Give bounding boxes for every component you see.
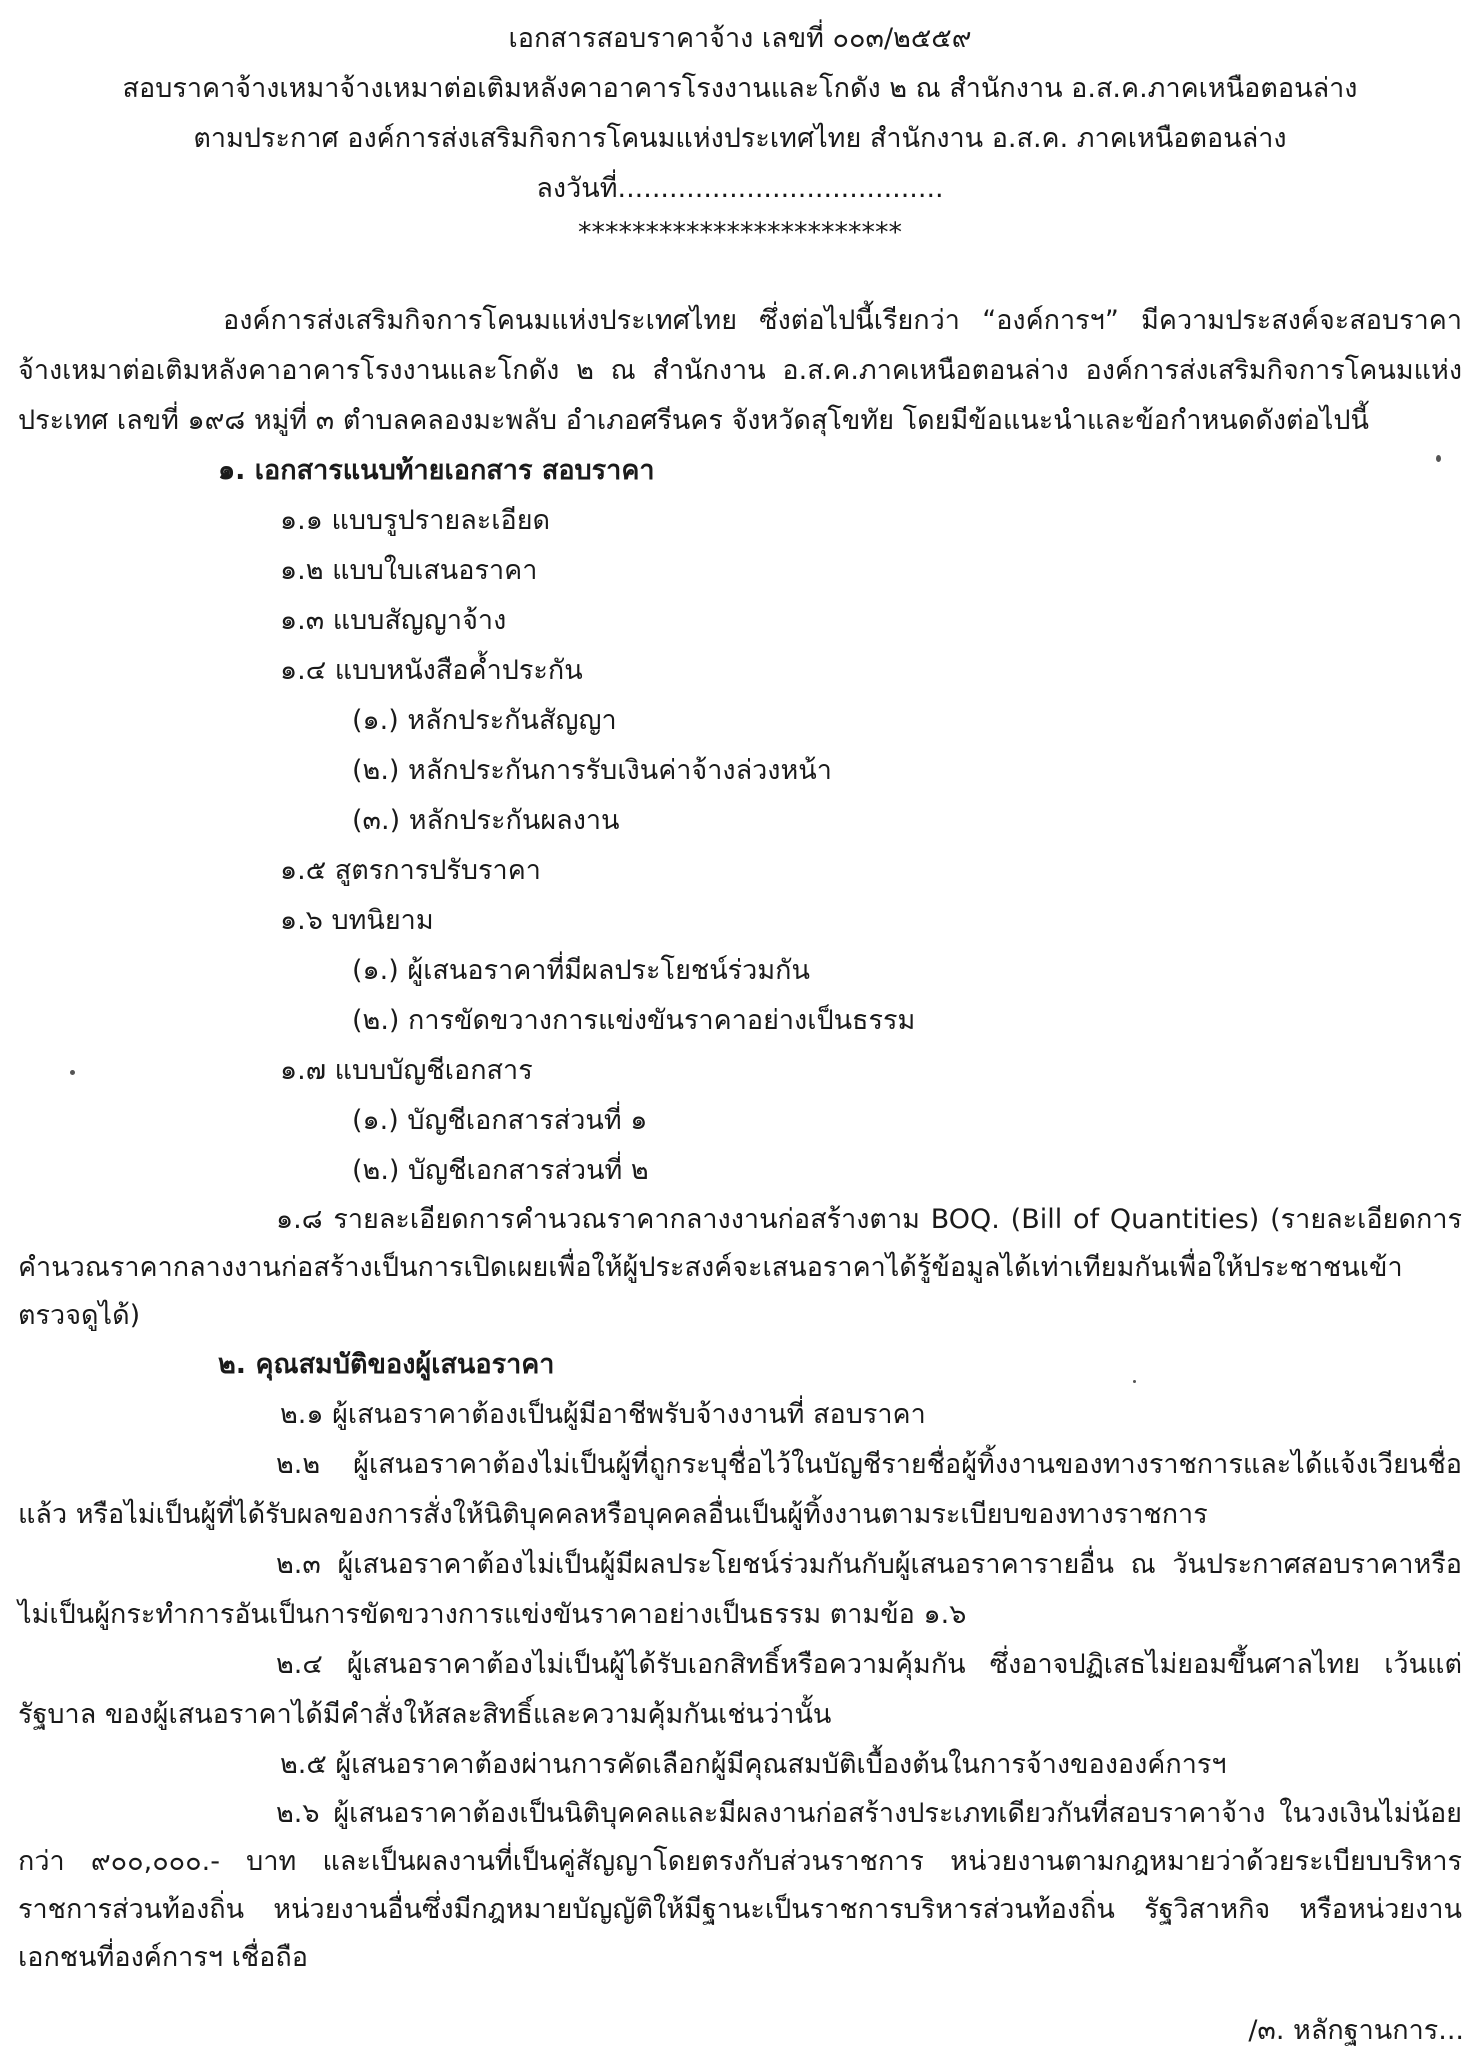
list-item: ๑.๗ แบบบัญชีเอกสาร — [280, 1055, 533, 1086]
list-item: ๑.๕ สูตรการปรับราคา — [280, 855, 541, 886]
list-item: ๑.๑ แบบรูปรายละเอียด — [280, 505, 551, 536]
list-item: ๒.๒ ผู้เสนอราคาต้องไม่เป็นผู้ที่ถูกระบุชื่อไว้ในบัญชีรายชื่อผู้ทิ้งงานของทางราชการและได้แจ้งเวียนชื่อแล้ว หรือไม่เป็นผู้ที่ได้รับผลของการสั่งให้นิติบุคคลหรือบุคคลอื่นเป็นผู้ทิ้งงานตามระเบียบของทางราชการ — [18, 1449, 1462, 1530]
announcement-reference: ตามประกาศ องค์การส่งเสริมกิจการโคนมแห่งประเทศไทย สำนักงาน อ.ส.ค. ภาคเหนือตอนล่าง — [193, 123, 1287, 154]
date-line: ลงวันที่...................................... — [536, 173, 944, 204]
list-item-boq: ๑.๘ รายละเอียดการคำนวณราคากลางงานก่อสร้างตาม BOQ. (Bill of Quantities) (รายละเอียดการคำนวณราคากลางงานก่อสร้างเป็นการเปิดเผยเพื่อให้ผู้ประสงค์จะเสนอราคาได้รู้ข้อมูลได้เท่าเทียมกันเพื่อให้ประชาชนเข้าตรวจดูได้) — [18, 1204, 1462, 1331]
list-item: ๒.๔ ผู้เสนอราคาต้องไม่เป็นผู้ได้รับเอกสิทธิ์หรือความคุ้มกัน ซึ่งอาจปฏิเสธไม่ยอมขึ้นศาลไทย เว้นแต่รัฐบาล ของผู้เสนอราคาได้มีคำสั่งให้สละสิทธิ์และความคุ้มกันเช่นว่านั้น — [18, 1649, 1462, 1730]
scan-speck — [70, 1070, 75, 1075]
list-item: ๒.๖ ผู้เสนอราคาต้องเป็นนิติบุคคลและมีผลงานก่อสร้างประเภทเดียวกันที่สอบราคาจ้าง ในวงเงินไม่น้อยกว่า ๙๐๐,๐๐๐.- บาท และเป็นผลงานที่เป็นคู่สัญญาโดยตรงกับส่วนราชการ หน่วยงานตามกฎหมายว่าด้วยระเบียบบริหารราชการส่วนท้องถิ่น หน่วยงานอื่นซึ่งมีกฎหมายบัญญัติให้มีฐานะเป็นราชการบริหารส่วนท้องถิ่น รัฐวิสาหกิจ หรือหน่วยงานเอกชนที่องค์การฯ เชื่อถือ — [18, 1798, 1462, 1973]
list-subitem: (๒.) บัญชีเอกสารส่วนที่ ๒ — [352, 1155, 649, 1186]
intro-paragraph: องค์การส่งเสริมกิจการโคนมแห่งประเทศไทย ซึ่งต่อไปนี้เรียกว่า “องค์การฯ” มีความประสงค์จะสอบราคาจ้างเหมาต่อเติมหลังคาอาคารโรงงานและโกดัง ๒ ณ สำนักงาน อ.ส.ค.ภาคเหนือตอนล่าง องค์การส่งเสริมกิจการโคนมแห่งประเทศ เลขที่ ๑๙๘ หมู่ที่ ๓ ตำบลคลองมะพลับ อำเภอศรีนคร จังหวัดสุโขทัย โดยมีข้อแนะนำและข้อกำหนดดังต่อไปนี้ — [18, 305, 1462, 436]
list-subitem: (๒.) การขัดขวางการแข่งขันราคาอย่างเป็นธรรม — [352, 1005, 916, 1036]
list-item: ๑.๖ บทนิยาม — [280, 905, 434, 936]
list-subitem: (๓.) หลักประกันผลงาน — [352, 805, 620, 836]
list-item: ๒.๑ ผู้เสนอราคาต้องเป็นผู้มีอาชีพรับจ้างงานที่ สอบราคา — [280, 1399, 926, 1430]
list-item: ๒.๓ ผู้เสนอราคาต้องไม่เป็นผู้มีผลประโยชน์ร่วมกันกับผู้เสนอราคารายอื่น ณ วันประกาศสอบราคาหรือไม่เป็นผู้กระทำการอันเป็นการขัดขวางการแข่งขันราคาอย่างเป็นธรรม ตามข้อ ๑.๖ — [18, 1549, 1462, 1630]
section1-heading: ๑. เอกสารแนบท้ายเอกสาร สอบราคา — [218, 455, 655, 486]
document-title: เอกสารสอบราคาจ้าง เลขที่ ๐๐๓/๒๕๕๙ — [508, 23, 972, 54]
list-item: ๑.๒ แบบใบเสนอราคา — [280, 555, 538, 586]
document-subject: สอบราคาจ้างเหมาจ้างเหมาต่อเติมหลังคาอาคารโรงงานและโกดัง ๒ ณ สำนักงาน อ.ส.ค.ภาคเหนือตอนล่าง — [122, 73, 1358, 104]
list-item: ๑.๓ แบบสัญญาจ้าง — [280, 605, 507, 636]
list-subitem: (๒.) หลักประกันการรับเงินค่าจ้างล่วงหน้า — [352, 755, 832, 786]
scan-speck — [1133, 1380, 1136, 1383]
scan-speck — [1436, 455, 1441, 462]
section2-heading: ๒. คุณสมบัติของผู้เสนอราคา — [218, 1349, 555, 1380]
spacer — [18, 252, 1462, 296]
list-subitem: (๑.) บัญชีเอกสารส่วนที่ ๑ — [352, 1105, 648, 1136]
list-subitem: (๑.) ผู้เสนอราคาที่มีผลประโยชน์ร่วมกัน — [352, 955, 810, 986]
list-subitem: (๑.) หลักประกันสัญญา — [352, 705, 617, 736]
page-continuation: /๓. หลักฐานการ... — [1248, 2015, 1464, 2046]
list-item: ๒.๕ ผู้เสนอราคาต้องผ่านการคัดเลือกผู้มีคุณสมบัติเบื้องต้นในการจ้างขององค์การฯ — [280, 1749, 1227, 1780]
list-item: ๑.๔ แบบหนังสือค้ำประกัน — [280, 655, 583, 686]
separator-stars: ************************ — [578, 217, 902, 248]
